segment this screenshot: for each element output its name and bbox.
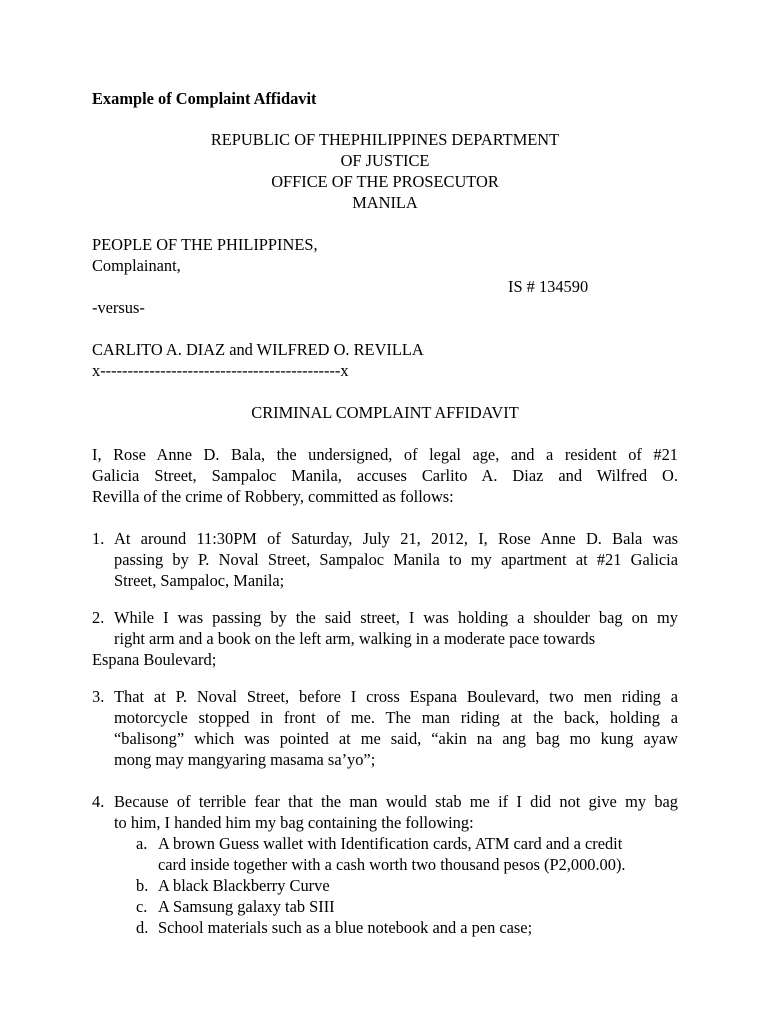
respondents: CARLITO A. DIAZ and WILFRED O. REVILLA — [92, 340, 424, 359]
caption-line-1: REPUBLIC OF THEPHILIPPINES DEPARTMENT — [210, 130, 560, 149]
intro-line: Galicia Street, Sampaloc Manila, accuses Carlito A. Diaz and Wilfred O. — [92, 466, 678, 485]
complainant-name: PEOPLE OF THE PHILIPPINES, — [92, 235, 318, 254]
complainant-role: Complainant, — [92, 256, 181, 275]
item-line: right arm and a book on the left arm, walking in a moderate pace towards — [114, 629, 596, 648]
item-line: Street, Sampaloc, Manila; — [114, 571, 285, 590]
caption-line-4: MANILA — [352, 193, 418, 212]
item-number: 2. — [92, 608, 105, 627]
item-line: passing by P. Noval Street, Sampaloc Manila to my apartment at #21 Galicia — [114, 550, 678, 569]
item-number: 1. — [92, 529, 105, 548]
item-line: Because of terrible fear that the man would stab me if I did not give my bag — [114, 792, 678, 811]
document-heading: Example of Complaint Affidavit — [92, 89, 317, 108]
sub-item-letter: a. — [136, 834, 148, 853]
case-number: IS # 134590 — [508, 277, 589, 296]
sub-item-letter: d. — [136, 918, 149, 937]
item-line: motorcycle stopped in front of me. The man riding at the back, holding a — [114, 708, 678, 727]
intro-line: I, Rose Anne D. Bala, the undersigned, of legal age, and a resident of #21 — [92, 445, 678, 464]
sub-item-line: card inside together with a cash worth two thousand pesos (P2,000.00). — [158, 855, 626, 874]
item-line: Espana Boulevard; — [92, 650, 217, 669]
sub-item-line: A brown Guess wallet with Identification cards, ATM card and a credit — [158, 834, 623, 853]
item-line: mong may mangyaring masama sa’yo”; — [114, 750, 376, 769]
item-line: At around 11:30PM of Saturday, July 21, 2012, I, Rose Anne D. Bala was — [114, 529, 678, 548]
sub-item-letter: c. — [136, 897, 148, 916]
item-line: to him, I handed him my bag containing the following: — [114, 813, 474, 832]
affidavit-title: CRIMINAL COMPLAINT AFFIDAVIT — [251, 403, 519, 422]
caption-separator: x--------------------------------------------x — [92, 361, 349, 380]
sub-item-line: A Samsung galaxy tab SIII — [158, 897, 335, 916]
intro-line: Revilla of the crime of Robbery, committed as follows: — [92, 487, 454, 506]
sub-item-line: A black Blackberry Curve — [158, 876, 330, 895]
sub-item-letter: b. — [136, 876, 149, 895]
caption-line-3: OFFICE OF THE PROSECUTOR — [271, 172, 499, 191]
sub-item-line: School materials such as a blue notebook and a pen case; — [158, 918, 533, 937]
item-number: 4. — [92, 792, 105, 811]
item-line: “balisong” which was pointed at me said, “akin na ang bag mo kung ayaw — [114, 729, 678, 748]
caption-line-2: OF JUSTICE — [340, 151, 430, 170]
item-line: That at P. Noval Street, before I cross Espana Boulevard, two men riding a — [114, 687, 678, 706]
versus-label: -versus- — [92, 298, 145, 317]
item-number: 3. — [92, 687, 105, 706]
item-line: While I was passing by the said street, I was holding a shoulder bag on my — [114, 608, 678, 627]
